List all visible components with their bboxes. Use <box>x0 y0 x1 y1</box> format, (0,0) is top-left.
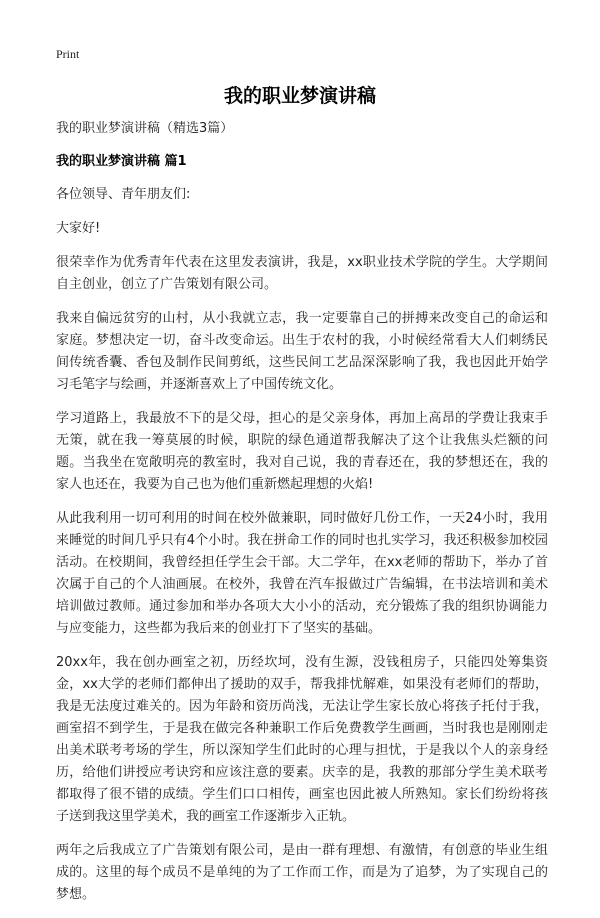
print-label[interactable]: Print <box>56 47 80 61</box>
section-heading: 我的职业梦演讲稿 篇1 <box>56 154 187 169</box>
greeting: 大家好! <box>56 221 101 236</box>
salutation: 各位领导、青年朋友们: <box>56 187 191 202</box>
paragraph-company: 两年之后我成立了广告策划有限公司，是由一群有理想、有激情，有创意的毕业生组成的。这里的每个成员不是单纯的为了工作而工作，而是为了追梦，为了实现自己的梦想。 <box>56 843 548 902</box>
document-body <box>56 118 548 918</box>
paragraph-background: 我来自偏远贫穷的山村，从小我就立志，我一定要靠自己的拼搏来改变自己的命运和家庭。梦想决定一切，奋斗改变命运。出生于农村的我，小时候经常看大人们刺绣民间传统香囊、香包及制作民间剪纸，这些民间工艺品深深影响了我，我也因此开始学习毛笔字与绘画，并逐渐喜欢上了中国传统文化。 <box>56 311 548 392</box>
paragraph-studio-founding: 20xx年，我在创办画室之初，历经坎坷，没有生源，没钱租房子，只能四处筹集资金，xx大学的老师们都伸出了援助的双手，帮我排忧解难，如果没有老师们的帮助，我是无法度过难关的。因为年龄和资历尚浅，无法让学生家长放心将孩子托付于我，画室招不到学生，于是我在做完各种兼职工作后免费教学生画画，当时我也是刚刚走出美术联考考场的学生，所以深知学生们此时的心理与担忧，于是我以个人的亲身经历，给他们讲授应考诀窍和应该注意的要素。庆幸的是，我教的那部分学生美术联考都取得了很不错的成绩。学生们口口相传，画室也因此被人所熟知。家长们纷纷将孩子送到我这里学美术，我的画室工作逐渐步入正轨。 <box>56 655 548 824</box>
paragraph-study-road: 学习道路上，我最放不下的是父母，担心的是父亲身体，再加上高昂的学费让我束手无策，就在我一筹莫展的时候，职院的绿色通道帮我解决了这个让我焦头烂额的问题。当我坐在宽敞明亮的教室时，我对自己说，我的青春还在，我的梦想还在，我的家人也还在，我要为自己也为他们重新燃起理想的火焰! <box>56 411 548 492</box>
document-subtitle: 我的职业梦演讲稿（精选3篇） <box>56 121 234 136</box>
document-title: 我的职业梦演讲稿 <box>223 85 376 107</box>
paragraph-intro: 很荣幸作为优秀青年代表在这里发表演讲，我是，xx职业技术学院的学生。大学期间自主创业，创立了广告策划有限公司。 <box>56 255 548 292</box>
paragraph-part-time-work: 从此我利用一切可利用的时间在校外做兼职，同时做好几份工作，一天24小时，我用来睡觉的时间几乎只有4个小时。我在拼命工作的同时也扎实学习，我还积极参加校园活动。在校期间，我曾经担任学生会干部。大二学年，在xx老师的帮助下，举办了首次属于自己的个人油画展。在校外，我曾在汽车报做过广告编辑，在书法培训和美术培训做过教师。通过参加和举办各项大大小小的活动，充分锻炼了我的组织协调能力与应变能力，这些都为我后来的创业打下了坚实的基础。 <box>56 511 548 636</box>
